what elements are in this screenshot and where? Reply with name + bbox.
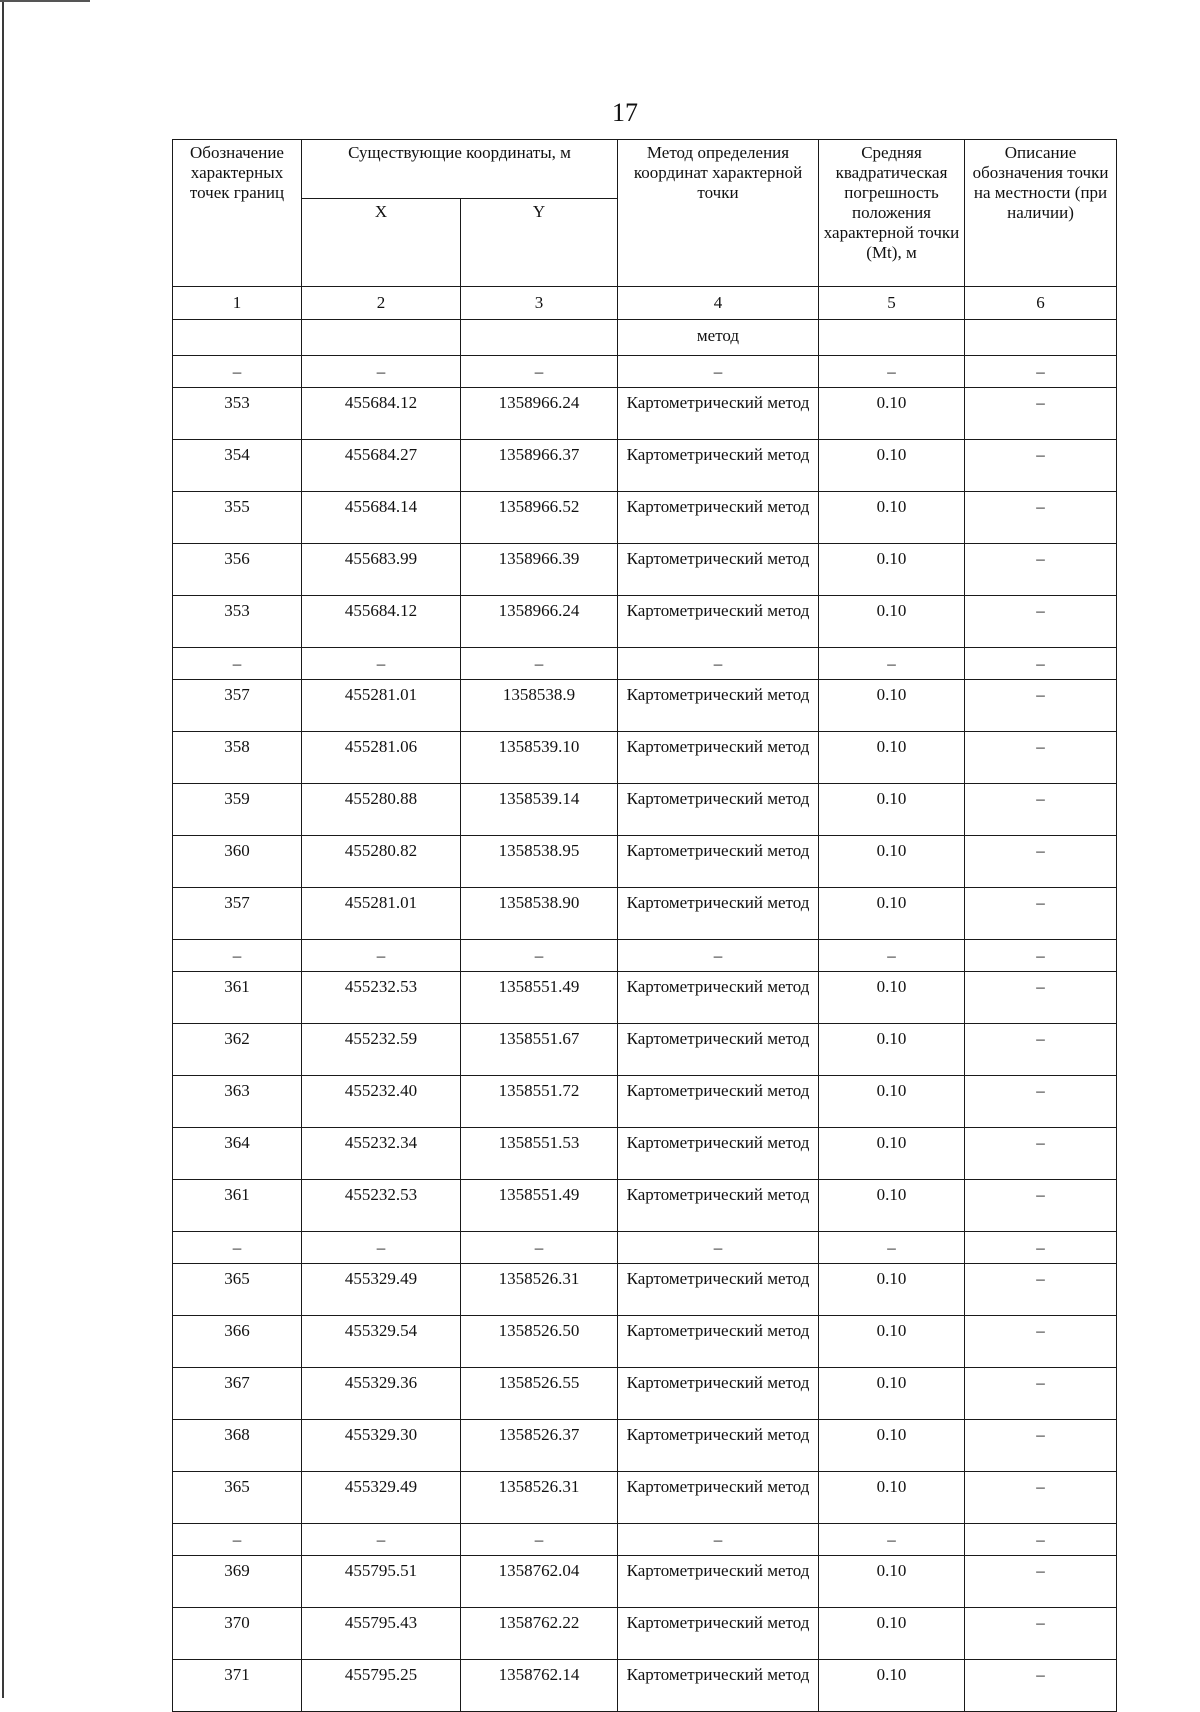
point-number-cell: 361 (173, 972, 302, 1024)
point-number-cell: 356 (173, 544, 302, 596)
point-number-cell: 357 (173, 680, 302, 732)
error-cell: – (819, 356, 965, 388)
y-coordinate-cell: 1358526.31 (461, 1472, 618, 1524)
table-cell (965, 320, 1117, 356)
table-row (173, 1024, 1117, 1076)
error-cell: 0.10 (819, 972, 965, 1024)
method-cell: Картометрический метод (618, 1076, 819, 1128)
description-cell: – (965, 356, 1117, 388)
point-number-cell: 353 (173, 596, 302, 648)
method-cell: Картометрический метод (618, 972, 819, 1024)
y-coordinate-cell: 1358526.50 (461, 1316, 618, 1368)
description-cell: – (965, 1128, 1117, 1180)
method-cell: Картометрический метод (618, 1128, 819, 1180)
point-number-cell: 355 (173, 492, 302, 544)
x-coordinate-cell: 455281.01 (302, 680, 461, 732)
error-cell: – (819, 940, 965, 972)
point-number-cell: – (173, 648, 302, 680)
x-coordinate-cell: 455232.53 (302, 972, 461, 1024)
error-cell: 0.10 (819, 1420, 965, 1472)
method-cell: Картометрический метод (618, 1556, 819, 1608)
error-cell: 0.10 (819, 1368, 965, 1420)
error-cell: 0.10 (819, 680, 965, 732)
table-row (173, 388, 1117, 440)
x-coordinate-cell: 455684.14 (302, 492, 461, 544)
y-coordinate-cell: 1358526.55 (461, 1368, 618, 1420)
method-cell: Картометрический метод (618, 1420, 819, 1472)
continuation-row (173, 320, 1117, 356)
table-row (173, 1264, 1117, 1316)
y-coordinate-cell: 1358526.31 (461, 1264, 618, 1316)
description-cell: – (965, 544, 1117, 596)
error-cell: 0.10 (819, 492, 965, 544)
table-row (173, 1608, 1117, 1660)
method-cell: Картометрический метод (618, 1180, 819, 1232)
method-cell: Картометрический метод (618, 1316, 819, 1368)
method-cell: – (618, 648, 819, 680)
description-cell: – (965, 836, 1117, 888)
point-number-cell: 368 (173, 1420, 302, 1472)
error-cell: 0.10 (819, 1472, 965, 1524)
description-cell: – (965, 1024, 1117, 1076)
y-coordinate-cell: 1358539.14 (461, 784, 618, 836)
description-cell: – (965, 732, 1117, 784)
y-coordinate-cell: 1358762.04 (461, 1556, 618, 1608)
description-cell: – (965, 1180, 1117, 1232)
method-cell: – (618, 1232, 819, 1264)
table-cell (461, 320, 618, 356)
column-number: 5 (819, 287, 965, 320)
method-cell: – (618, 940, 819, 972)
table-row (173, 1076, 1117, 1128)
point-number-cell: 353 (173, 388, 302, 440)
separator-row (173, 1524, 1117, 1556)
point-number-cell: – (173, 1232, 302, 1264)
point-number-cell: – (173, 1524, 302, 1556)
table-row (173, 1660, 1117, 1712)
y-coordinate-cell: 1358966.37 (461, 440, 618, 492)
scan-edge-left (2, 0, 4, 1698)
point-number-cell: 357 (173, 888, 302, 940)
description-cell: – (965, 1556, 1117, 1608)
error-cell: 0.10 (819, 836, 965, 888)
column-number: 1 (173, 287, 302, 320)
table-row (173, 1180, 1117, 1232)
x-coordinate-cell: – (302, 356, 461, 388)
x-coordinate-cell: 455280.88 (302, 784, 461, 836)
header-existing-coordinates: Существующие координаты, м (302, 140, 618, 199)
method-cell: Картометрический метод (618, 440, 819, 492)
description-cell: – (965, 1368, 1117, 1420)
method-cell: Картометрический метод (618, 836, 819, 888)
point-number-cell: 358 (173, 732, 302, 784)
y-coordinate-cell: 1358551.67 (461, 1024, 618, 1076)
x-coordinate-cell: 455281.06 (302, 732, 461, 784)
method-cell: Картометрический метод (618, 596, 819, 648)
error-cell: 0.10 (819, 1076, 965, 1128)
y-coordinate-cell: – (461, 1232, 618, 1264)
table-row (173, 888, 1117, 940)
point-number-cell: 367 (173, 1368, 302, 1420)
method-cell: Картометрический метод (618, 544, 819, 596)
point-number-cell: – (173, 356, 302, 388)
column-number: 2 (302, 287, 461, 320)
error-cell: 0.10 (819, 1264, 965, 1316)
description-cell: – (965, 388, 1117, 440)
description-cell: – (965, 1420, 1117, 1472)
separator-row (173, 940, 1117, 972)
y-coordinate-cell: 1358762.22 (461, 1608, 618, 1660)
description-cell: – (965, 1316, 1117, 1368)
description-cell: – (965, 648, 1117, 680)
table-body (173, 287, 1117, 1712)
table-cell (302, 320, 461, 356)
x-coordinate-cell: 455232.34 (302, 1128, 461, 1180)
method-cell: Картометрический метод (618, 1660, 819, 1712)
error-cell: 0.10 (819, 1556, 965, 1608)
x-coordinate-cell: – (302, 1232, 461, 1264)
table-header (173, 140, 1117, 287)
method-cell: Картометрический метод (618, 1608, 819, 1660)
separator-row (173, 648, 1117, 680)
description-cell: – (965, 492, 1117, 544)
method-cell: Картометрический метод (618, 680, 819, 732)
table-row (173, 836, 1117, 888)
method-cell: Картометрический метод (618, 1024, 819, 1076)
y-coordinate-cell: – (461, 648, 618, 680)
column-number: 6 (965, 287, 1117, 320)
error-cell: 0.10 (819, 1316, 965, 1368)
table-cell (173, 320, 302, 356)
error-cell: 0.10 (819, 1024, 965, 1076)
y-coordinate-cell: 1358538.95 (461, 836, 618, 888)
method-cell: Картометрический метод (618, 1368, 819, 1420)
table-row (173, 1556, 1117, 1608)
y-coordinate-cell: 1358966.24 (461, 596, 618, 648)
y-coordinate-cell: 1358551.49 (461, 1180, 618, 1232)
table-row (173, 440, 1117, 492)
column-number: 3 (461, 287, 618, 320)
error-cell: – (819, 1524, 965, 1556)
page-number: 17 (612, 98, 638, 127)
table-row (173, 680, 1117, 732)
description-cell: – (965, 680, 1117, 732)
point-number-cell: 364 (173, 1128, 302, 1180)
x-coordinate-cell: 455684.12 (302, 388, 461, 440)
description-cell: – (965, 1524, 1117, 1556)
error-cell: 0.10 (819, 388, 965, 440)
y-coordinate-cell: 1358551.49 (461, 972, 618, 1024)
column-number-row (173, 287, 1117, 320)
table-row (173, 1472, 1117, 1524)
table-cell: метод (618, 320, 819, 356)
description-cell: – (965, 972, 1117, 1024)
description-cell: – (965, 596, 1117, 648)
x-coordinate-cell: 455684.27 (302, 440, 461, 492)
header-point-designation: Обозначение характерных точек границ (173, 140, 302, 287)
method-cell: Картометрический метод (618, 1264, 819, 1316)
method-cell: Картометрический метод (618, 492, 819, 544)
y-coordinate-cell: 1358539.10 (461, 732, 618, 784)
y-coordinate-cell: 1358762.14 (461, 1660, 618, 1712)
point-number-cell: 360 (173, 836, 302, 888)
point-number-cell: 365 (173, 1264, 302, 1316)
point-number-cell: 371 (173, 1660, 302, 1712)
y-coordinate-cell: 1358526.37 (461, 1420, 618, 1472)
y-coordinate-cell: – (461, 356, 618, 388)
x-coordinate-cell: 455232.59 (302, 1024, 461, 1076)
column-number: 4 (618, 287, 819, 320)
description-cell: – (965, 440, 1117, 492)
point-number-cell: 365 (173, 1472, 302, 1524)
header-method: Метод определения координат характерной точки (618, 140, 819, 287)
x-coordinate-cell: 455329.49 (302, 1472, 461, 1524)
error-cell: 0.10 (819, 784, 965, 836)
method-cell: – (618, 356, 819, 388)
description-cell: – (965, 888, 1117, 940)
table-row (173, 1316, 1117, 1368)
table-row (173, 544, 1117, 596)
y-coordinate-cell: 1358551.53 (461, 1128, 618, 1180)
table-row (173, 1128, 1117, 1180)
method-cell: Картометрический метод (618, 388, 819, 440)
scan-edge-top (0, 0, 90, 2)
error-cell: 0.10 (819, 1660, 965, 1712)
table-row (173, 784, 1117, 836)
description-cell: – (965, 1076, 1117, 1128)
y-coordinate-cell: 1358538.9 (461, 680, 618, 732)
separator-row (173, 356, 1117, 388)
x-coordinate-cell: – (302, 940, 461, 972)
y-coordinate-cell: – (461, 1524, 618, 1556)
coordinates-table (172, 139, 1117, 1712)
error-cell: 0.10 (819, 888, 965, 940)
header-y: Y (461, 199, 618, 287)
x-coordinate-cell: 455795.43 (302, 1608, 461, 1660)
x-coordinate-cell: 455329.49 (302, 1264, 461, 1316)
description-cell: – (965, 1608, 1117, 1660)
method-cell: Картометрический метод (618, 732, 819, 784)
method-cell: – (618, 1524, 819, 1556)
error-cell: 0.10 (819, 440, 965, 492)
header-x: X (302, 199, 461, 287)
x-coordinate-cell: 455232.40 (302, 1076, 461, 1128)
point-number-cell: 366 (173, 1316, 302, 1368)
x-coordinate-cell: 455329.36 (302, 1368, 461, 1420)
point-number-cell: 361 (173, 1180, 302, 1232)
description-cell: – (965, 1660, 1117, 1712)
point-number-cell: 370 (173, 1608, 302, 1660)
error-cell: 0.10 (819, 1180, 965, 1232)
point-number-cell: 363 (173, 1076, 302, 1128)
separator-row (173, 1232, 1117, 1264)
y-coordinate-cell: 1358551.72 (461, 1076, 618, 1128)
method-cell: Картометрический метод (618, 1472, 819, 1524)
description-cell: – (965, 784, 1117, 836)
error-cell: 0.10 (819, 596, 965, 648)
error-cell: – (819, 648, 965, 680)
x-coordinate-cell: 455795.25 (302, 1660, 461, 1712)
x-coordinate-cell: – (302, 1524, 461, 1556)
point-number-cell: – (173, 940, 302, 972)
error-cell: 0.10 (819, 732, 965, 784)
method-cell: Картометрический метод (618, 784, 819, 836)
error-cell: 0.10 (819, 1608, 965, 1660)
header-mean-square-error: Средняя квадратическая погрешность положения характерной точки (Mt), м (819, 140, 965, 287)
error-cell: 0.10 (819, 1128, 965, 1180)
x-coordinate-cell: 455795.51 (302, 1556, 461, 1608)
x-coordinate-cell: – (302, 648, 461, 680)
table-row (173, 1368, 1117, 1420)
description-cell: – (965, 1472, 1117, 1524)
y-coordinate-cell: 1358538.90 (461, 888, 618, 940)
error-cell: 0.10 (819, 544, 965, 596)
y-coordinate-cell: – (461, 940, 618, 972)
y-coordinate-cell: 1358966.52 (461, 492, 618, 544)
x-coordinate-cell: 455232.53 (302, 1180, 461, 1232)
description-cell: – (965, 940, 1117, 972)
point-number-cell: 354 (173, 440, 302, 492)
table-row (173, 1420, 1117, 1472)
table-row (173, 732, 1117, 784)
description-cell: – (965, 1264, 1117, 1316)
error-cell: – (819, 1232, 965, 1264)
table-row (173, 492, 1117, 544)
x-coordinate-cell: 455280.82 (302, 836, 461, 888)
table-row (173, 596, 1117, 648)
table-cell (819, 320, 965, 356)
x-coordinate-cell: 455684.12 (302, 596, 461, 648)
x-coordinate-cell: 455329.30 (302, 1420, 461, 1472)
x-coordinate-cell: 455683.99 (302, 544, 461, 596)
y-coordinate-cell: 1358966.24 (461, 388, 618, 440)
method-cell: Картометрический метод (618, 888, 819, 940)
point-number-cell: 362 (173, 1024, 302, 1076)
point-number-cell: 359 (173, 784, 302, 836)
x-coordinate-cell: 455281.01 (302, 888, 461, 940)
x-coordinate-cell: 455329.54 (302, 1316, 461, 1368)
point-number-cell: 369 (173, 1556, 302, 1608)
header-point-description: Описание обозначения точки на местности (при наличии) (965, 140, 1117, 287)
description-cell: – (965, 1232, 1117, 1264)
table-row (173, 972, 1117, 1024)
y-coordinate-cell: 1358966.39 (461, 544, 618, 596)
